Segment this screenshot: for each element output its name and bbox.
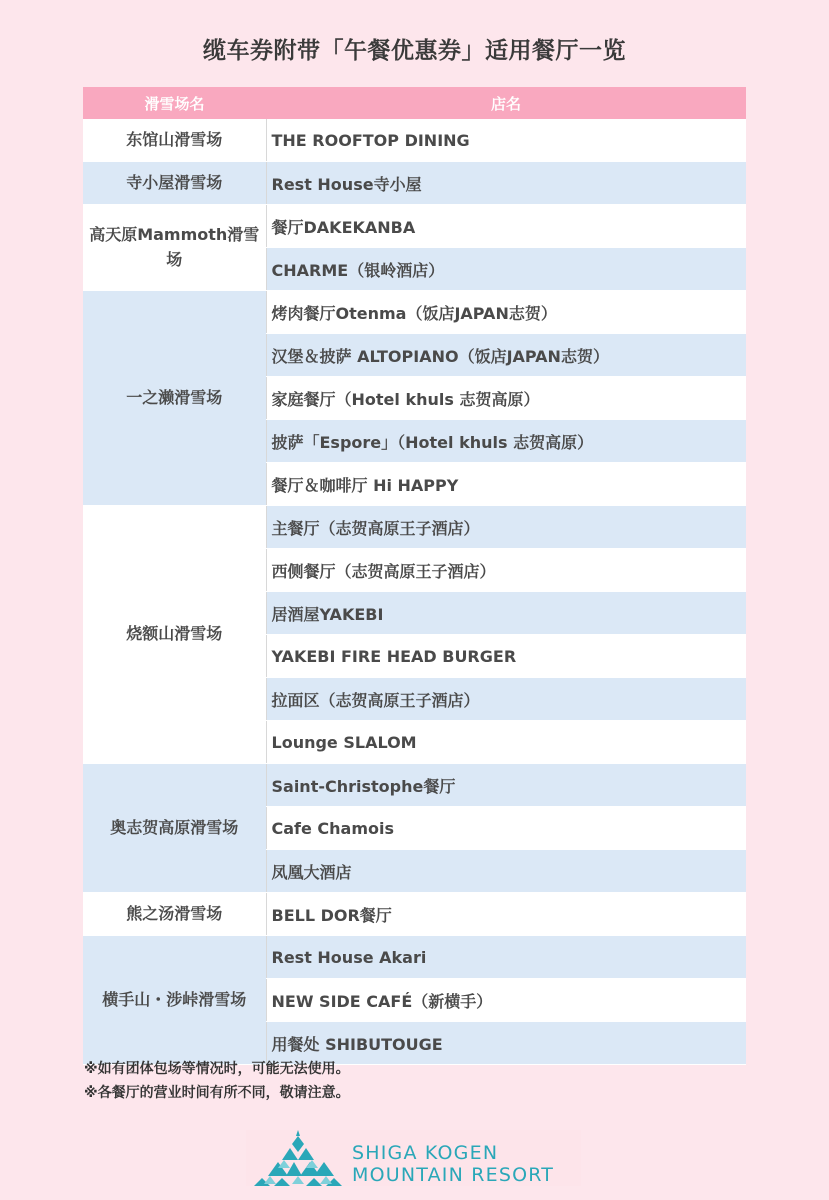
- shop-name: 餐厅DAKEKANBA: [266, 205, 746, 248]
- shop-name: 凤凰大酒店: [266, 850, 746, 893]
- page-title: 缆车券附带「午餐优惠券」适用餐厅一览: [203, 38, 626, 64]
- area-name: 横手山・涉峠滑雪场: [83, 936, 266, 1065]
- shop-name: YAKEBI FIRE HEAD BURGER: [266, 635, 746, 678]
- header-shop: 店名: [266, 87, 746, 119]
- area-name: 东馆山滑雪场: [83, 119, 266, 162]
- header-area: 滑雪场名: [83, 87, 266, 119]
- table-header-row: [83, 87, 746, 119]
- shop-name: NEW SIDE CAFÉ（新横手）: [266, 979, 746, 1022]
- shop-name: 家庭餐厅（Hotel khuls 志贺高原）: [266, 377, 746, 420]
- shop-name: Rest House寺小屋: [266, 162, 746, 205]
- shop-name: 居酒屋YAKEBI: [266, 592, 746, 635]
- shop-name: Saint-Christophe餐厅: [266, 764, 746, 807]
- shop-name: THE ROOFTOP DINING: [266, 119, 746, 162]
- logo-line1: SHIGA KOGEN: [352, 1142, 499, 1164]
- table-row: [83, 162, 746, 205]
- table-row: [83, 506, 746, 549]
- note: ※如有团体包场等情况时，可能无法使用。: [84, 1061, 350, 1077]
- table-row: [83, 936, 746, 979]
- note: ※各餐厅的营业时间有所不同，敬请注意。: [84, 1085, 350, 1101]
- mountain-logo-icon: [248, 1130, 348, 1186]
- restaurant-table: [83, 87, 746, 1065]
- shop-name: Cafe Chamois: [266, 807, 746, 850]
- logo-text: [352, 1142, 554, 1186]
- table-row: [83, 893, 746, 936]
- shop-name: CHARME（银岭酒店）: [266, 248, 746, 291]
- area-name: 熊之汤滑雪场: [83, 893, 266, 936]
- table-body: [83, 119, 746, 1065]
- logo-line2: MOUNTAIN RESORT: [352, 1164, 555, 1186]
- area-name: 奥志贺高原滑雪场: [83, 764, 266, 893]
- area-name: 高天原Mammoth滑雪场: [83, 205, 266, 291]
- shop-name: 披萨「Espore」（Hotel khuls 志贺高原）: [266, 420, 746, 463]
- shop-name: Lounge SLALOM: [266, 721, 746, 764]
- area-name: 烧额山滑雪场: [83, 506, 266, 764]
- shop-name: 拉面区（志贺高原王子酒店）: [266, 678, 746, 721]
- area-name: 一之濑滑雪场: [83, 291, 266, 506]
- table-row: [83, 764, 746, 807]
- area-name: 寺小屋滑雪场: [83, 162, 266, 205]
- shop-name: 餐厅＆咖啡厅 Hi HAPPY: [266, 463, 746, 506]
- resort-logo: [246, 1130, 581, 1186]
- shop-name: 用餐处 SHIBUTOUGE: [266, 1022, 746, 1065]
- table-row: [83, 291, 746, 334]
- shop-name: 汉堡＆披萨 ALTOPIANO（饭店JAPAN志贺）: [266, 334, 746, 377]
- shop-name: 烤肉餐厅Otenma（饭店JAPAN志贺）: [266, 291, 746, 334]
- shop-name: 西侧餐厅（志贺高原王子酒店）: [266, 549, 746, 592]
- shop-name: 主餐厅（志贺高原王子酒店）: [266, 506, 746, 549]
- notes: [84, 1057, 350, 1105]
- table-row: [83, 205, 746, 248]
- shop-name: Rest House Akari: [266, 936, 746, 979]
- table-row: [83, 119, 746, 162]
- shop-name: BELL DOR餐厅: [266, 893, 746, 936]
